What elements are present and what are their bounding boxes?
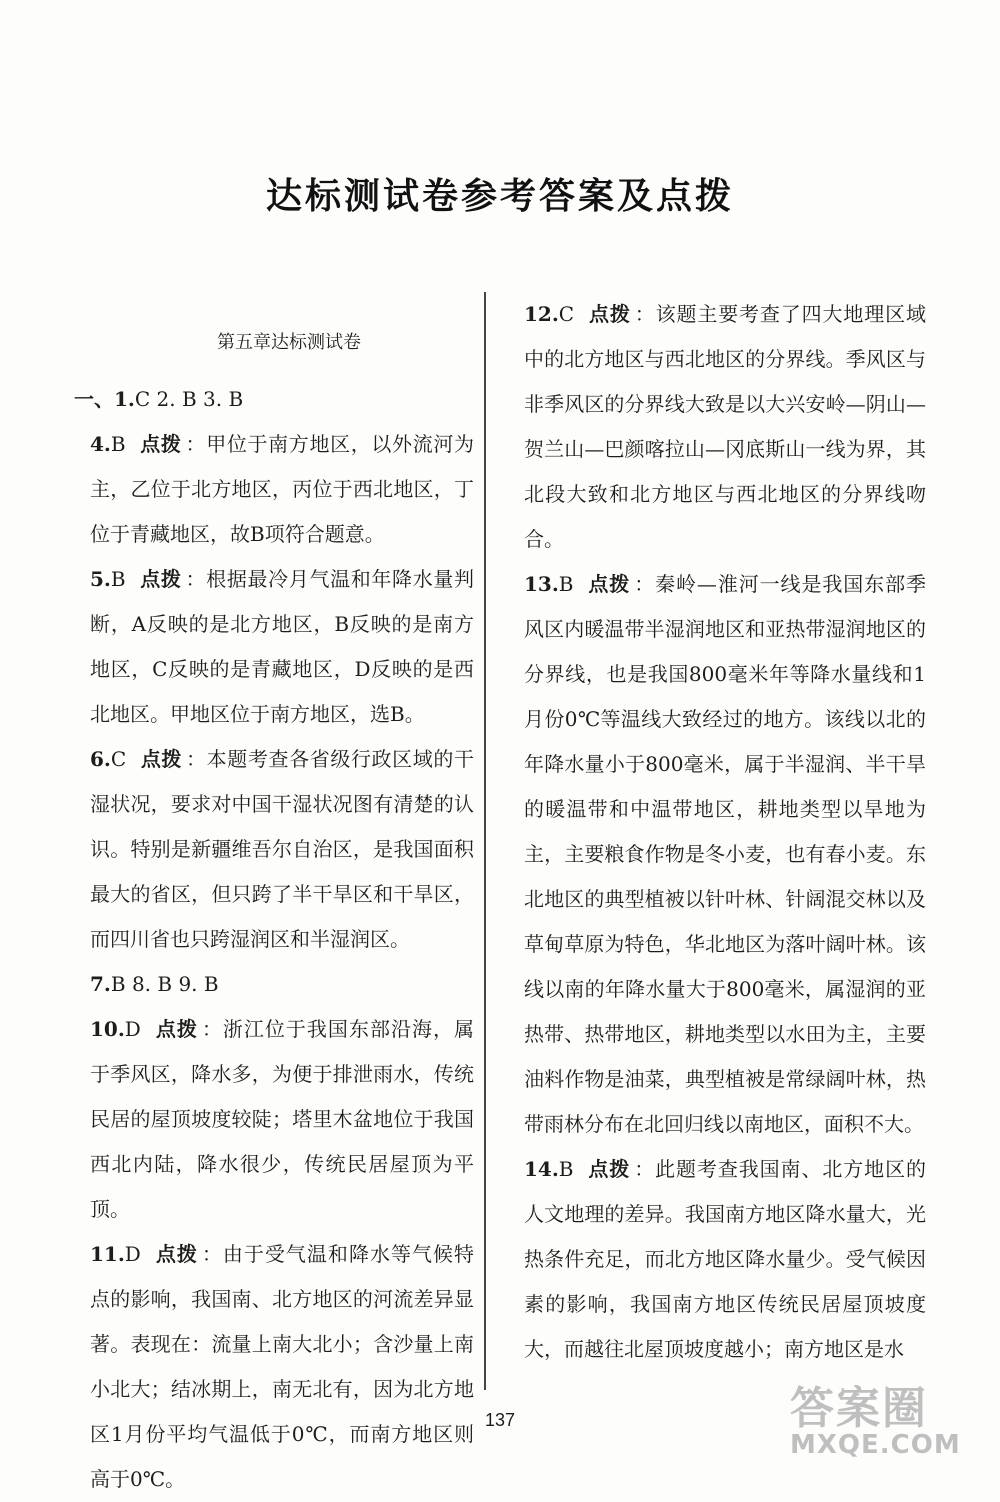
answer-number: 一、1. bbox=[74, 387, 135, 411]
page-title: 达标测试卷参考答案及点拨 bbox=[265, 176, 734, 217]
answer-number: 14. bbox=[524, 1157, 559, 1181]
hint-label: 点拨 bbox=[587, 1157, 631, 1181]
answer-item bbox=[508, 292, 926, 562]
page-number: 137 bbox=[484, 1410, 516, 1430]
explanation-text: ：该题主要考查了四大地理区域中的北方地区与西北地区的分界线。季风区与非季风区的分界线大致是以大兴安岭—阴山—贺兰山—巴颜喀拉山—冈底斯山一线为界，其北段大致和北方地区与西北地区的分界线吻合。 bbox=[524, 302, 927, 551]
hint-label: 点拨 bbox=[154, 1242, 198, 1266]
answer-item bbox=[74, 377, 474, 422]
hint-label: 点拨 bbox=[588, 302, 631, 326]
answer-item bbox=[74, 737, 474, 962]
answer-number: 5. bbox=[90, 567, 111, 591]
hint-label: 点拨 bbox=[587, 572, 631, 596]
explanation-text: ：本题考查各省级行政区域的干湿状况，要求对中国干湿状况图有清楚的认识。特别是新疆维吾尔自治区，是我国面积最大的省区，但只跨了半干旱区和干旱区，而四川省也只跨湿润区和半湿润区。 bbox=[90, 747, 475, 951]
watermark-logo bbox=[790, 1372, 980, 1462]
answer-choice: C bbox=[558, 302, 575, 326]
answer-number: 7. bbox=[90, 972, 111, 996]
watermark-text-en: MXQE.COM bbox=[790, 1430, 961, 1460]
answer-item bbox=[508, 562, 926, 1147]
answer-choice: B bbox=[558, 572, 574, 596]
answer-item bbox=[74, 1232, 474, 1502]
answer-choice: B bbox=[110, 567, 126, 591]
hint-label: 点拨 bbox=[154, 1017, 198, 1041]
answer-number: 6. bbox=[90, 747, 111, 771]
answer-item bbox=[74, 557, 474, 737]
answer-choice: C 2. B 3. B bbox=[134, 387, 244, 411]
answer-number: 11. bbox=[90, 1242, 125, 1266]
answer-number: 4. bbox=[90, 432, 111, 456]
answer-item bbox=[74, 962, 474, 1007]
answer-choice: B 8. B 9. B bbox=[110, 972, 219, 996]
answer-choice: C bbox=[110, 747, 127, 771]
hint-label: 点拨 bbox=[139, 432, 182, 456]
left-column bbox=[74, 314, 474, 1502]
explanation-text: ：此题考查我国南、北方地区的人文地理的差异。我国南方地区降水量大，光热条件充足，而北方地区降水量少。受气候因素的影响，我国南方地区传统民居屋顶坡度大，而越往北屋顶坡度越小；南方地区是水 bbox=[524, 1157, 926, 1361]
watermark-text-cn: 答案圈 bbox=[790, 1383, 928, 1434]
answer-item bbox=[74, 422, 474, 557]
hint-label: 点拨 bbox=[139, 567, 182, 591]
explanation-text: ：浙江位于我国东部沿海，属于季风区，降水多，为便于排泄雨水，传统民居的屋顶坡度较陡；塔里木盆地位于我国西北内陆，降水很少，传统民居屋顶为平顶。 bbox=[90, 1017, 474, 1221]
answer-choice: B bbox=[558, 1157, 574, 1181]
answer-item bbox=[508, 1147, 926, 1372]
answer-item bbox=[74, 1007, 474, 1232]
explanation-text: ：甲位于南方地区，以外流河为主，乙位于北方地区，丙位于西北地区，丁位于青藏地区，故B项符合题意。 bbox=[90, 432, 475, 546]
column-divider bbox=[484, 292, 486, 1390]
answer-number: 10. bbox=[90, 1017, 125, 1041]
answer-number: 12. bbox=[524, 302, 559, 326]
answer-choice: D bbox=[124, 1242, 141, 1266]
answer-choice: B bbox=[110, 432, 126, 456]
answer-choice: D bbox=[124, 1017, 141, 1041]
hint-label: 点拨 bbox=[140, 747, 183, 771]
chapter-title: 第五章达标测试卷 bbox=[217, 332, 361, 353]
right-column bbox=[508, 292, 926, 1372]
explanation-text: ：由于受气温和降水等气候特点的影响，我国南、北方地区的河流差异显著。表现在：流量上南大北小；含沙量上南小北大；结冰期上，南无北有，因为北方地区1月份平均气温低于0℃，而南方地区则高于0℃。 bbox=[90, 1242, 474, 1491]
explanation-text: ：秦岭—淮河一线是我国东部季风区内暖温带半湿润地区和亚热带湿润地区的分界线，也是我国800毫米年等降水量线和1月份0℃等温线大致经过的地方。该线以北的年降水量小于800毫米，属于半湿润、半干旱的暖温带和中温带地区，耕地类型以旱地为主，主要粮食作物是冬小麦，也有春小麦。东北地区的典型植被以针叶林、针阔混交林以及草甸草原为特色，华北地区为落叶阔叶林。该线以南的年降水量大于800毫米，属湿润的亚热带、热带地区，耕地类型以水田为主，主要油料作物是油菜，典型植被是常绿阔叶林，热带雨林分布在北回归线以南地区，面积不大。 bbox=[524, 572, 926, 1136]
answer-number: 13. bbox=[524, 572, 559, 596]
explanation-text: ：根据最冷月气温和年降水量判断，A反映的是北方地区，B反映的是南方地区，C反映的是青藏地区，D反映的是西北地区。甲地区位于南方地区，选B。 bbox=[90, 567, 475, 726]
